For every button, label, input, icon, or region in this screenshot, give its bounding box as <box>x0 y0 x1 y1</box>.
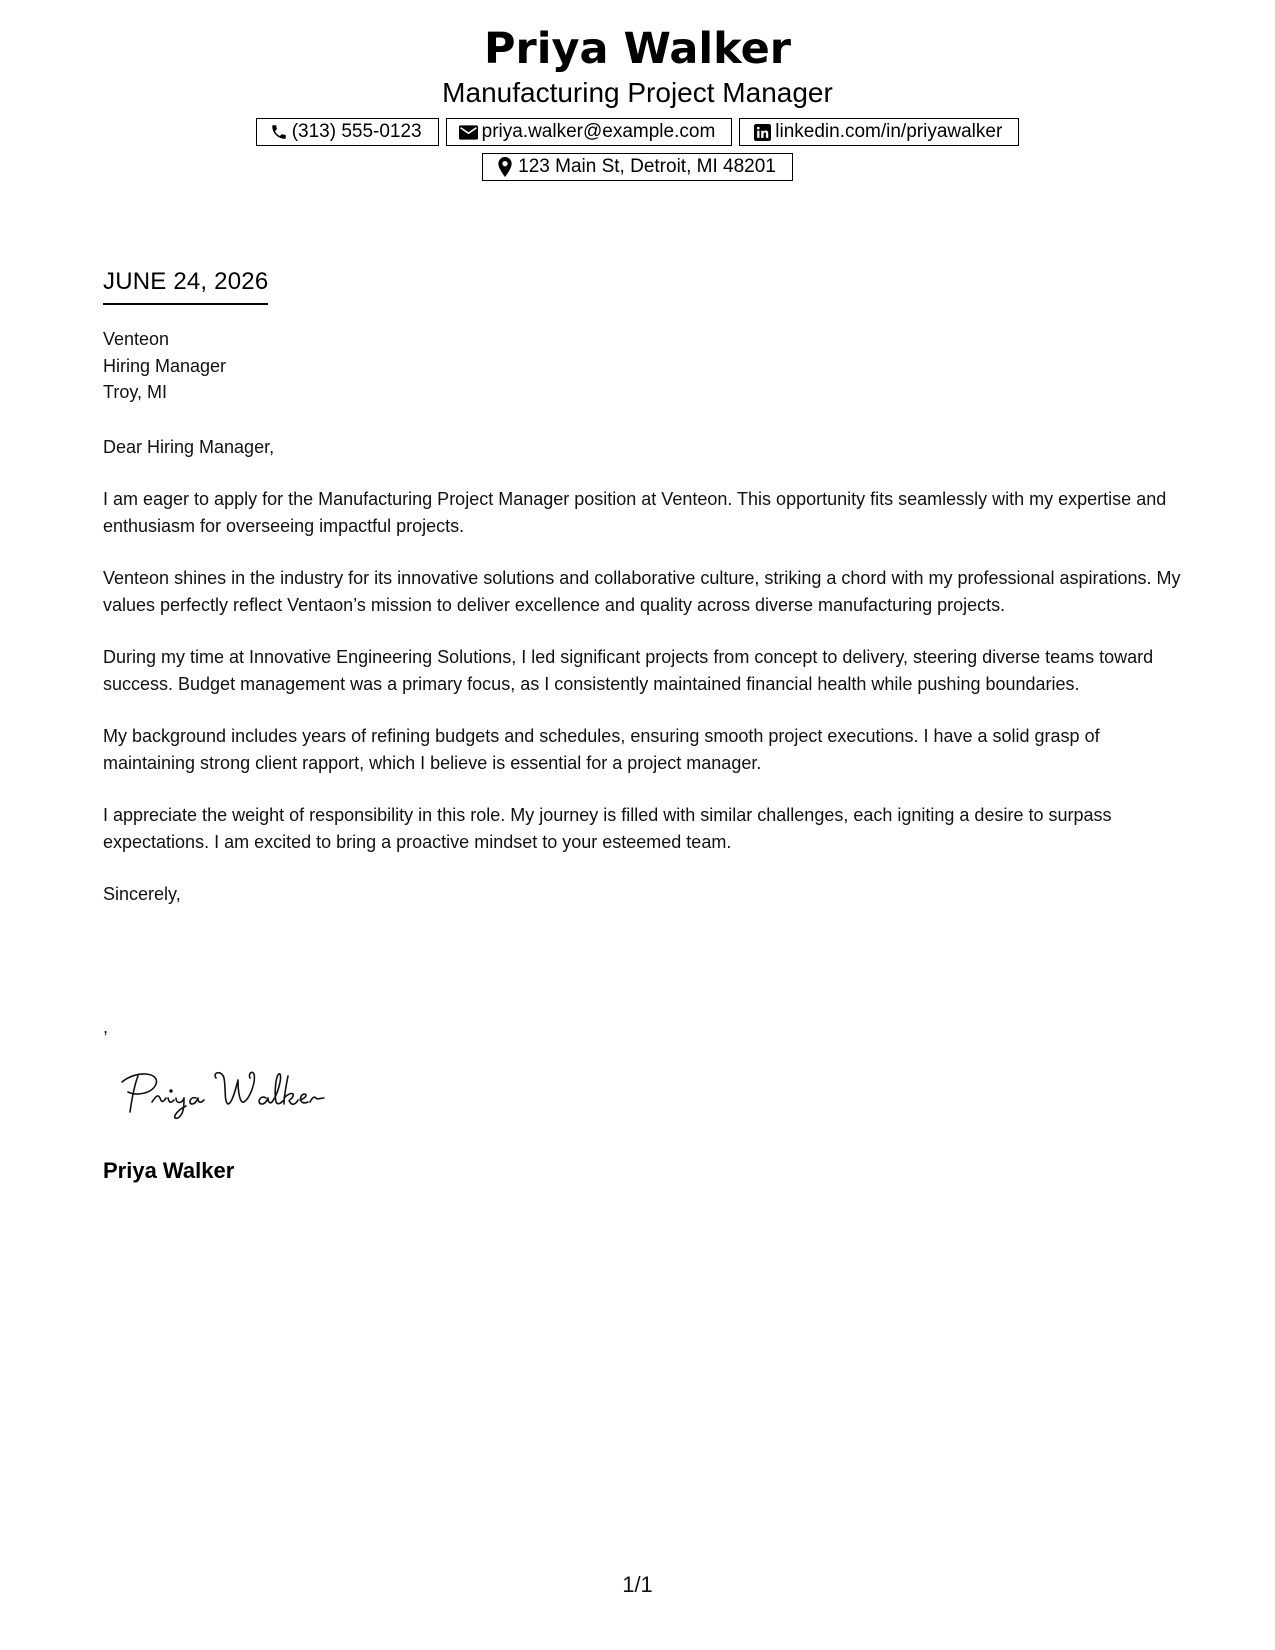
letter-date: JUNE 24, 2026 <box>103 267 268 305</box>
paragraph-1: I am eager to apply for the Manufacturing Project Manager position at Venteon. This opportunity fits seamlessly with my expertise and enthusiasm for overseeing impactful projects. <box>103 489 1167 536</box>
envelope-icon <box>459 122 479 142</box>
address-text: 123 Main St, Detroit, MI 48201 <box>518 156 776 177</box>
applicant-title: Manufacturing Project Manager <box>442 77 833 108</box>
phone-chip <box>256 118 439 146</box>
contact-row <box>0 118 1275 146</box>
applicant-name: Priya Walker <box>484 24 791 74</box>
linkedin-chip <box>739 118 1019 146</box>
signer-name: Priya Walker <box>103 1158 235 1183</box>
letter-header <box>0 22 1275 181</box>
salutation: Dear Hiring Manager, <box>103 436 275 457</box>
handwritten-signature <box>112 1068 352 1125</box>
paragraph-5: I appreciate the weight of responsibility in this role. My journey is filled with similar challenges, each igniting a desire to surpass expectations. I am excited to bring a proactive mindset to your esteemed team. <box>103 805 1112 852</box>
paragraph-3: During my time at Innovative Engineering Solutions, I led significant projects from concept to delivery, steering diverse teams toward success. Budget management was a primary focus, as I consistently maintained financial health while pushing boundaries. <box>103 647 1154 694</box>
map-pin-icon <box>495 157 515 177</box>
phone-text: (313) 555-0123 <box>291 121 422 142</box>
linkedin-icon <box>752 122 772 142</box>
page-number: 1/1 <box>622 1572 653 1597</box>
email-chip <box>446 118 733 146</box>
paragraph-2: Venteon shines in the industry for its innovative solutions and collaborative culture, striking a chord with my professional aspirations. My values perfectly reflect Ventaon’s mission to deliver excellence and quality across diverse manufacturing projects. <box>103 568 1181 615</box>
closing: Sincerely, <box>103 884 181 904</box>
paragraph-4: My background includes years of refining budgets and schedules, ensuring smooth project executions. I have a solid grasp of maintaining strong client rapport, which I believe is essential for a project manager. <box>103 726 1100 773</box>
comma-line: , <box>103 1017 109 1037</box>
letter-date-block <box>103 267 268 305</box>
email-text: priya.walker@example.com <box>481 121 716 142</box>
recipient-location: Troy, MI <box>103 382 167 402</box>
linkedin-text: linkedin.com/in/priyawalker <box>775 121 1003 142</box>
phone-icon <box>269 122 289 142</box>
letter-body <box>103 326 1183 908</box>
recipient-company: Venteon <box>103 329 170 349</box>
address-row <box>0 153 1275 181</box>
address-chip <box>482 153 793 181</box>
recipient-block <box>103 326 1183 406</box>
recipient-role: Hiring Manager <box>103 355 227 376</box>
